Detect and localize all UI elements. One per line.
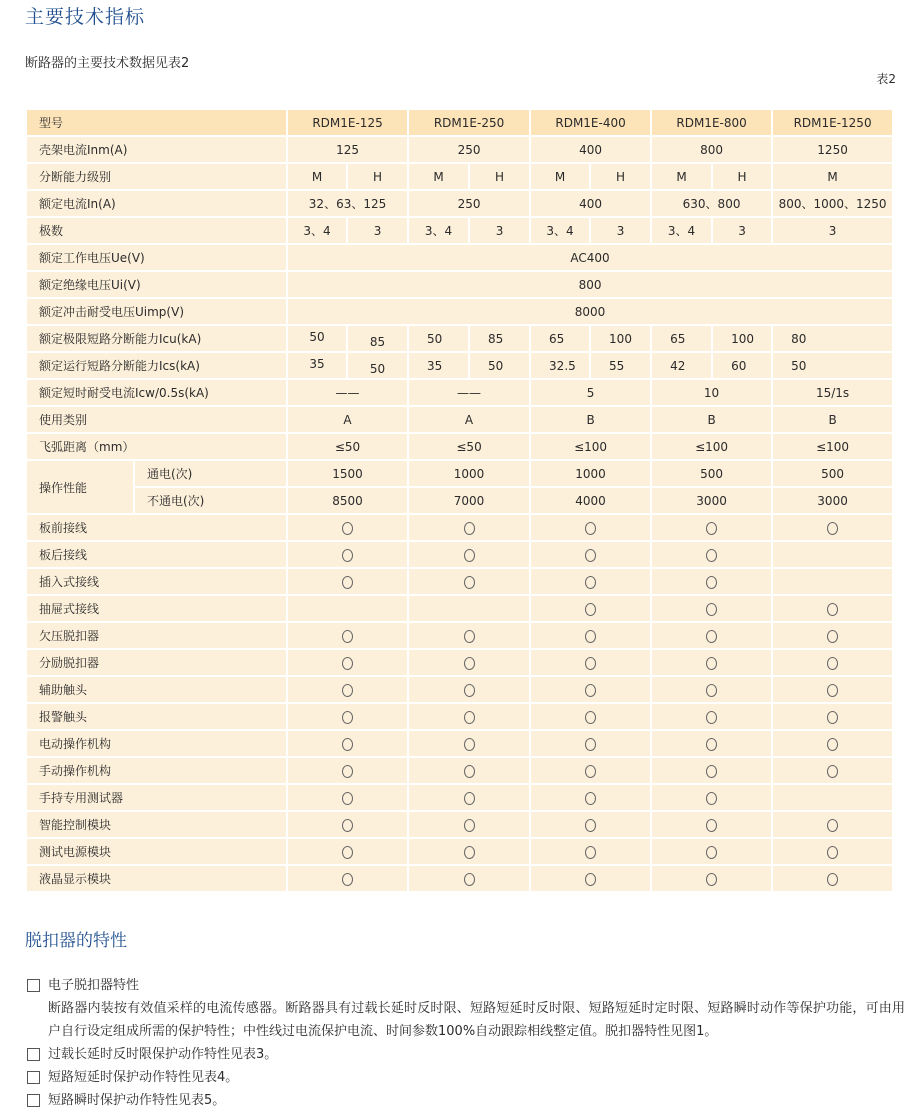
cell: 1000 <box>530 460 651 487</box>
availability-cell <box>651 838 772 865</box>
cell: ≤50 <box>408 433 530 460</box>
table-header-row <box>26 109 893 136</box>
availability-cell <box>651 811 772 838</box>
circle-icon <box>342 765 353 778</box>
cell: 100 <box>712 325 772 352</box>
cell: B <box>530 406 651 433</box>
cell: H <box>347 163 408 190</box>
circle-icon <box>585 765 596 778</box>
cell: 3000 <box>772 487 893 514</box>
circle-icon <box>706 711 717 724</box>
availability-cell <box>408 514 530 541</box>
row-label: 辅助触头 <box>26 676 287 703</box>
cell: B <box>651 406 772 433</box>
availability-cell <box>651 784 772 811</box>
table-row <box>26 379 893 406</box>
cell: 3、4 <box>530 217 590 244</box>
row-label: 壳架电流Inm(A) <box>26 136 287 163</box>
circle-icon <box>827 603 838 616</box>
availability-cell <box>772 784 893 811</box>
feature-label: 短路短延时保护动作特性见表4。 <box>48 1070 239 1085</box>
row-label: 板后接线 <box>26 541 287 568</box>
availability-cell <box>287 784 408 811</box>
availability-cell <box>408 541 530 568</box>
circle-icon <box>464 576 475 589</box>
availability-cell <box>651 595 772 622</box>
cell: 3、4 <box>408 217 469 244</box>
cell: 65 <box>651 325 712 352</box>
row-label: 欠压脱扣器 <box>26 622 287 649</box>
availability-cell <box>530 649 651 676</box>
circle-icon <box>342 738 353 751</box>
cell: 3、4 <box>651 217 712 244</box>
circle-icon <box>706 549 717 562</box>
availability-cell <box>287 514 408 541</box>
availability-cell <box>287 838 408 865</box>
circle-icon <box>464 711 475 724</box>
intro-text: 断路器的主要技术数据见表2 <box>25 56 190 71</box>
row-label: 额定运行短路分断能力Ics(kA) <box>26 352 287 379</box>
availability-cell <box>772 541 893 568</box>
table-row <box>26 352 893 379</box>
circle-icon <box>342 684 353 697</box>
availability-cell <box>772 568 893 595</box>
table-row <box>26 784 893 811</box>
cell: 15/1s <box>772 379 893 406</box>
table-row <box>26 676 893 703</box>
cell: 400 <box>530 190 651 217</box>
availability-cell <box>408 784 530 811</box>
table-row <box>26 325 893 352</box>
circle-icon <box>342 630 353 643</box>
circle-icon <box>464 765 475 778</box>
circle-icon <box>342 549 353 562</box>
availability-cell <box>651 514 772 541</box>
circle-icon <box>585 576 596 589</box>
cell: 100 <box>590 325 651 352</box>
availability-cell <box>651 757 772 784</box>
cell: 7000 <box>408 487 530 514</box>
model-header: RDM1E-1250 <box>772 109 893 136</box>
availability-cell <box>530 865 651 892</box>
section-title-specs: 主要技术指标 <box>25 6 146 28</box>
circle-icon <box>585 711 596 724</box>
availability-cell <box>651 730 772 757</box>
availability-cell <box>651 649 772 676</box>
row-label: 额定绝缘电压Ui(V) <box>26 271 287 298</box>
availability-cell <box>530 757 651 784</box>
circle-icon <box>464 630 475 643</box>
model-header: RDM1E-400 <box>530 109 651 136</box>
cell: 50 <box>347 352 408 379</box>
row-label: 额定电流In(A) <box>26 190 287 217</box>
availability-cell <box>287 541 408 568</box>
availability-cell <box>530 568 651 595</box>
availability-cell <box>651 703 772 730</box>
availability-cell <box>408 649 530 676</box>
table-row <box>26 487 893 514</box>
availability-cell <box>772 838 893 865</box>
availability-cell <box>651 622 772 649</box>
table-row <box>26 730 893 757</box>
circle-icon <box>464 549 475 562</box>
circle-icon <box>706 846 717 859</box>
circle-icon <box>706 792 717 805</box>
circle-icon <box>342 792 353 805</box>
cell: —— <box>287 379 408 406</box>
cell: 250 <box>408 136 530 163</box>
availability-cell <box>408 676 530 703</box>
cell: ≤100 <box>772 433 893 460</box>
availability-cell <box>651 568 772 595</box>
circle-icon <box>827 711 838 724</box>
circle-icon <box>464 792 475 805</box>
row-label: 额定工作电压Ue(V) <box>26 244 287 271</box>
table-row <box>26 703 893 730</box>
cell: H <box>469 163 530 190</box>
cell: H <box>590 163 651 190</box>
row-label: 液晶显示模块 <box>26 865 287 892</box>
circle-icon <box>464 819 475 832</box>
cell: 4000 <box>530 487 651 514</box>
row-label: 抽屉式接线 <box>26 595 287 622</box>
availability-cell <box>408 622 530 649</box>
availability-cell <box>530 838 651 865</box>
cell: 500 <box>651 460 772 487</box>
cell: 10 <box>651 379 772 406</box>
circle-icon <box>342 846 353 859</box>
feature-label: 短路瞬时保护动作特性见表5。 <box>48 1093 226 1108</box>
cell: H <box>712 163 772 190</box>
cell: 32、63、125 <box>287 190 408 217</box>
row-label: 额定极限短路分断能力Icu(kA) <box>26 325 287 352</box>
circle-icon <box>706 522 717 535</box>
availability-cell <box>408 703 530 730</box>
cell: 800、1000、1250 <box>772 190 893 217</box>
availability-cell <box>287 649 408 676</box>
table-row <box>26 136 893 163</box>
cell: 3 <box>347 217 408 244</box>
availability-cell <box>772 649 893 676</box>
circle-icon <box>464 873 475 886</box>
table-row <box>26 433 893 460</box>
cell: 5 <box>530 379 651 406</box>
availability-cell <box>772 730 893 757</box>
circle-icon <box>827 657 838 670</box>
row-label: 手持专用测试器 <box>26 784 287 811</box>
availability-cell <box>287 595 408 622</box>
availability-cell <box>530 784 651 811</box>
cell: A <box>408 406 530 433</box>
cell: 85 <box>469 325 530 352</box>
availability-cell <box>772 595 893 622</box>
circle-icon <box>706 576 717 589</box>
table-row <box>26 865 893 892</box>
cell: M <box>530 163 590 190</box>
cell: 32.5 <box>530 352 590 379</box>
model-header: RDM1E-800 <box>651 109 772 136</box>
availability-cell <box>287 568 408 595</box>
cell: ≤50 <box>287 433 408 460</box>
availability-cell <box>530 622 651 649</box>
row-label: 飞弧距离（mm） <box>26 433 287 460</box>
circle-icon <box>827 819 838 832</box>
cell: 35 <box>287 352 347 379</box>
circle-icon <box>706 603 717 616</box>
circle-icon <box>585 873 596 886</box>
cell: 1500 <box>287 460 408 487</box>
circle-icon <box>342 522 353 535</box>
availability-cell <box>772 703 893 730</box>
availability-cell <box>287 676 408 703</box>
model-header: RDM1E-250 <box>408 109 530 136</box>
table-row <box>26 649 893 676</box>
cell: 125 <box>287 136 408 163</box>
cell: 60 <box>712 352 772 379</box>
cell: 800 <box>651 136 772 163</box>
circle-icon <box>827 765 838 778</box>
cell: 3 <box>712 217 772 244</box>
cell: 250 <box>408 190 530 217</box>
circle-icon <box>827 873 838 886</box>
table-row <box>26 460 893 487</box>
circle-icon <box>585 549 596 562</box>
row-label: 分断能力级别 <box>26 163 287 190</box>
cell: 1000 <box>408 460 530 487</box>
cell: 85 <box>347 325 408 352</box>
cell: ≤100 <box>530 433 651 460</box>
row-label: 手动操作机构 <box>26 757 287 784</box>
cell: M <box>408 163 469 190</box>
row-label: 额定冲击耐受电压Uimp(V) <box>26 298 287 325</box>
feature-label: 过载长延时反时限保护动作特性见表3。 <box>48 1047 278 1062</box>
circle-icon <box>464 738 475 751</box>
circle-icon <box>464 522 475 535</box>
circle-icon <box>585 684 596 697</box>
table-row <box>26 811 893 838</box>
availability-cell <box>408 595 530 622</box>
table-row <box>26 595 893 622</box>
sub-row-label: 通电(次) <box>134 460 287 487</box>
circle-icon <box>464 684 475 697</box>
table-row <box>26 244 893 271</box>
availability-cell <box>772 514 893 541</box>
circle-icon <box>464 846 475 859</box>
cell: 35 <box>408 352 469 379</box>
availability-cell <box>408 757 530 784</box>
cell: A <box>287 406 408 433</box>
cell: 50 <box>408 325 469 352</box>
circle-icon <box>342 657 353 670</box>
circle-icon <box>585 819 596 832</box>
table-row <box>26 190 893 217</box>
circle-icon <box>706 765 717 778</box>
circle-icon <box>706 657 717 670</box>
checkbox-icon <box>27 1094 40 1107</box>
availability-cell <box>772 865 893 892</box>
cell: 55 <box>590 352 651 379</box>
cell: 630、800 <box>651 190 772 217</box>
row-label: 板前接线 <box>26 514 287 541</box>
cell: 1250 <box>772 136 893 163</box>
row-label: 分励脱扣器 <box>26 649 287 676</box>
row-label: 测试电源模块 <box>26 838 287 865</box>
circle-icon <box>585 630 596 643</box>
table-row <box>26 568 893 595</box>
cell: M <box>772 163 893 190</box>
availability-cell <box>408 838 530 865</box>
circle-icon <box>706 873 717 886</box>
spec-table <box>25 108 894 893</box>
cell: 8500 <box>287 487 408 514</box>
row-label: 报警触头 <box>26 703 287 730</box>
circle-icon <box>706 684 717 697</box>
cell: 42 <box>651 352 712 379</box>
circle-icon <box>706 630 717 643</box>
feature-list <box>25 974 905 1112</box>
checkbox-icon <box>27 1071 40 1084</box>
circle-icon <box>585 603 596 616</box>
row-label: 使用类别 <box>26 406 287 433</box>
cell: M <box>287 163 347 190</box>
accessory-rows <box>26 514 893 892</box>
cell: M <box>651 163 712 190</box>
cell: 8000 <box>287 298 893 325</box>
cell: 50 <box>469 352 530 379</box>
table-row <box>26 514 893 541</box>
row-label: 操作性能 <box>26 460 134 514</box>
sub-row-label: 不通电(次) <box>134 487 287 514</box>
availability-cell <box>651 865 772 892</box>
availability-cell <box>772 676 893 703</box>
table-row <box>26 406 893 433</box>
model-header: RDM1E-125 <box>287 109 408 136</box>
row-label: 电动操作机构 <box>26 730 287 757</box>
circle-icon <box>585 738 596 751</box>
availability-cell <box>287 865 408 892</box>
circle-icon <box>706 738 717 751</box>
checkbox-icon <box>27 1048 40 1061</box>
cell: 400 <box>530 136 651 163</box>
availability-cell <box>408 730 530 757</box>
feature-description: 断路器内装按有效值采样的电流传感器。断路器具有过载长延时反时限、短路短延时反时限、短路短延时定时限、短路瞬时动作等保护功能，可由用户自行设定组成所需的保护特性；中性线过电流保护电流、时间参数100%自动跟踪相线整定值。脱扣器特性见图1。 <box>48 1001 905 1039</box>
circle-icon <box>585 657 596 670</box>
cell: 500 <box>772 460 893 487</box>
row-label: 极数 <box>26 217 287 244</box>
table-number: 表2 <box>876 72 896 86</box>
circle-icon <box>585 846 596 859</box>
cell: 3、4 <box>287 217 347 244</box>
circle-icon <box>827 738 838 751</box>
availability-cell <box>530 730 651 757</box>
availability-cell <box>287 757 408 784</box>
checkbox-icon <box>27 979 40 992</box>
cell: AC400 <box>287 244 893 271</box>
availability-cell <box>530 514 651 541</box>
cell: ≤100 <box>651 433 772 460</box>
cell: 800 <box>287 271 893 298</box>
circle-icon <box>342 711 353 724</box>
availability-cell <box>530 811 651 838</box>
cell: 50 <box>772 352 893 379</box>
circle-icon <box>464 657 475 670</box>
section-title-trip-characteristics: 脱扣器的特性 <box>25 931 127 951</box>
table-row <box>26 541 893 568</box>
circle-icon <box>827 522 838 535</box>
table-row <box>26 163 893 190</box>
availability-cell <box>408 568 530 595</box>
table-row <box>26 757 893 784</box>
availability-cell <box>287 622 408 649</box>
circle-icon <box>342 873 353 886</box>
cell: 65 <box>530 325 590 352</box>
table-row <box>26 838 893 865</box>
table-row <box>26 271 893 298</box>
availability-cell <box>287 811 408 838</box>
circle-icon <box>827 630 838 643</box>
availability-cell <box>651 676 772 703</box>
feature-label: 电子脱扣器特性 <box>48 978 140 993</box>
cell: —— <box>408 379 530 406</box>
cell: 3000 <box>651 487 772 514</box>
cell: 3 <box>469 217 530 244</box>
cell: 3 <box>772 217 893 244</box>
availability-cell <box>530 676 651 703</box>
cell: 80 <box>772 325 893 352</box>
circle-icon <box>827 684 838 697</box>
availability-cell <box>772 622 893 649</box>
row-label: 智能控制模块 <box>26 811 287 838</box>
table-row <box>26 622 893 649</box>
circle-icon <box>827 846 838 859</box>
cell: 3 <box>590 217 651 244</box>
feature-item <box>25 1089 905 1112</box>
row-label: 插入式接线 <box>26 568 287 595</box>
table-row <box>26 298 893 325</box>
feature-item <box>25 1043 905 1066</box>
availability-cell <box>530 595 651 622</box>
cell: 50 <box>287 325 347 352</box>
circle-icon <box>342 576 353 589</box>
circle-icon <box>585 522 596 535</box>
availability-cell <box>530 703 651 730</box>
availability-cell <box>772 757 893 784</box>
header-label: 型号 <box>26 109 287 136</box>
availability-cell <box>530 541 651 568</box>
table-row <box>26 217 893 244</box>
availability-cell <box>651 541 772 568</box>
row-label: 额定短时耐受电流Icw/0.5s(kA) <box>26 379 287 406</box>
availability-cell <box>287 730 408 757</box>
availability-cell <box>408 865 530 892</box>
availability-cell <box>408 811 530 838</box>
feature-item <box>25 1066 905 1089</box>
circle-icon <box>706 819 717 832</box>
circle-icon <box>585 792 596 805</box>
cell: B <box>772 406 893 433</box>
feature-item <box>25 974 905 997</box>
circle-icon <box>342 819 353 832</box>
availability-cell <box>287 703 408 730</box>
availability-cell <box>772 811 893 838</box>
